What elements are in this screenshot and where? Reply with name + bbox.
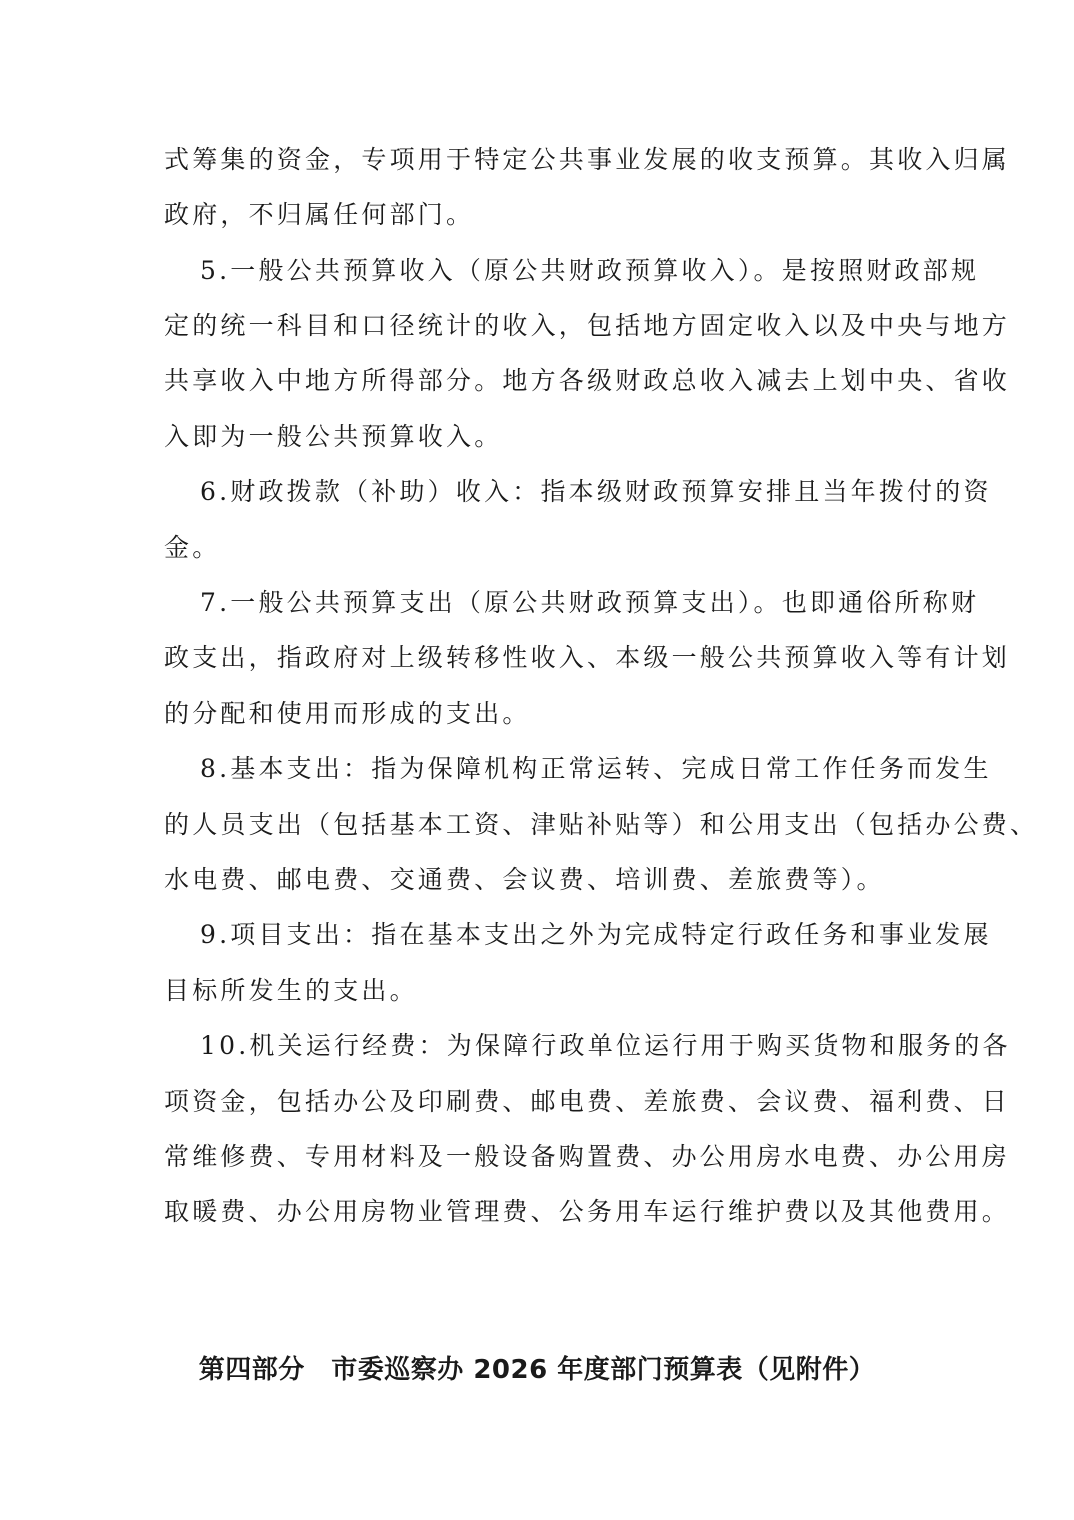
text-line: 取暖费、办公用房物业管理费、公务用车运行维护费以及其他费用。 bbox=[164, 1197, 1011, 1226]
text-line: 项资金，包括办公及印刷费、邮电费、差旅费、会议费、福利费、日 bbox=[164, 1087, 1011, 1116]
text-line: 10.机关运行经费：为保障行政单位运行用于购买货物和服务的各 bbox=[200, 1031, 1011, 1060]
text-line: 政府，不归属任何部门。 bbox=[164, 200, 475, 229]
text-line: 目标所发生的支出。 bbox=[164, 976, 418, 1005]
text-line: 式筹集的资金，专项用于特定公共事业发展的收支预算。其收入归属 bbox=[164, 145, 1011, 174]
text-line: 9.项目支出：指在基本支出之外为完成特定行政任务和事业发展 bbox=[200, 920, 992, 949]
text-line: 8.基本支出：指为保障机构正常运转、完成日常工作任务而发生 bbox=[200, 754, 992, 783]
text-line: 政支出，指政府对上级转移性收入、本级一般公共预算收入等有计划 bbox=[164, 643, 1011, 672]
section-heading: 第四部分 市委巡察办 2026 年度部门预算表（见附件） bbox=[198, 1355, 876, 1385]
text-line: 金。 bbox=[164, 533, 221, 562]
text-line: 共享收入中地方所得部分。地方各级财政总收入减去上划中央、省收 bbox=[164, 366, 1011, 395]
text-line: 水电费、邮电费、交通费、会议费、培训费、差旅费等）。 bbox=[164, 865, 885, 894]
text-line: 入即为一般公共预算收入。 bbox=[164, 422, 503, 451]
text-line: 的人员支出（包括基本工资、津贴补贴等）和公用支出（包括办公费、 bbox=[164, 810, 1039, 839]
text-line: 5.一般公共预算收入（原公共财政预算收入）。是按照财政部规 bbox=[200, 256, 980, 285]
text-line: 定的统一科目和口径统计的收入，包括地方固定收入以及中央与地方 bbox=[164, 311, 1011, 340]
text-line: 常维修费、专用材料及一般设备购置费、办公用房水电费、办公用房 bbox=[164, 1142, 1011, 1171]
text-line: 7.一般公共预算支出（原公共财政预算支出）。也即通俗所称财 bbox=[200, 588, 980, 617]
text-line: 的分配和使用而形成的支出。 bbox=[164, 699, 531, 728]
text-line: 6.财政拨款（补助）收入：指本级财政预算安排且当年拨付的资 bbox=[200, 477, 992, 506]
